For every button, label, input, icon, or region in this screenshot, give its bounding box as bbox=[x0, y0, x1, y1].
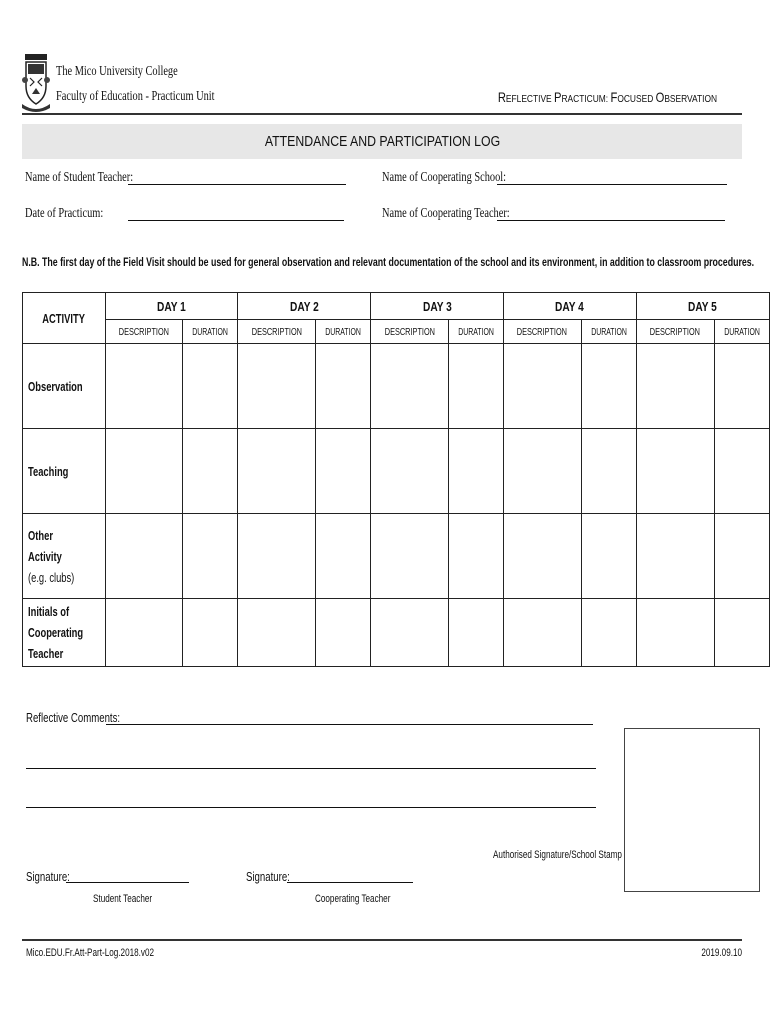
form-revision-date: 2019.09.10 bbox=[701, 947, 742, 959]
day-4-description-cell[interactable] bbox=[504, 344, 582, 429]
day-2-description-cell[interactable] bbox=[238, 429, 316, 514]
page-title-bar bbox=[22, 124, 742, 159]
stamp-caption: Authorised Signature/School Stamp bbox=[493, 849, 622, 861]
day-1-description-cell[interactable] bbox=[105, 429, 183, 514]
description-header: DESCRIPTION bbox=[504, 320, 582, 344]
day-2-duration-cell[interactable] bbox=[316, 429, 371, 514]
duration-header: DURATION bbox=[183, 320, 238, 344]
teaching-row-label: Teaching bbox=[23, 429, 106, 514]
header-divider bbox=[22, 113, 742, 115]
cooperating-school-label: Name of Cooperating School: bbox=[382, 170, 507, 185]
day-3-description-cell[interactable] bbox=[371, 429, 449, 514]
day-2-duration-cell[interactable] bbox=[316, 344, 371, 429]
initials-row-label: Initials of Cooperating Teacher bbox=[23, 599, 106, 667]
day-5-description-cell[interactable] bbox=[636, 344, 714, 429]
attendance-log-table bbox=[22, 292, 770, 667]
student-teacher-field[interactable] bbox=[128, 184, 346, 185]
cooperating-teacher-label: Name of Cooperating Teacher: bbox=[382, 206, 510, 221]
duration-header: DURATION bbox=[316, 320, 371, 344]
day-2-description-cell[interactable] bbox=[238, 344, 316, 429]
duration-header: DURATION bbox=[714, 320, 769, 344]
cooperating-teacher-field[interactable] bbox=[497, 220, 725, 221]
description-header: DESCRIPTION bbox=[371, 320, 449, 344]
student-teacher-label: Name of Student Teacher: bbox=[25, 170, 134, 185]
day-4-header: DAY 4 bbox=[504, 293, 637, 320]
cooperating-teacher-caption: Cooperating Teacher bbox=[315, 893, 391, 905]
institution-name: The Mico University College bbox=[56, 64, 178, 79]
day-2-description-cell[interactable] bbox=[238, 599, 316, 667]
day-4-description-cell[interactable] bbox=[504, 599, 582, 667]
table-header-row bbox=[23, 293, 770, 320]
day-5-description-cell[interactable] bbox=[636, 599, 714, 667]
crest-icon bbox=[22, 50, 50, 114]
day-1-duration-cell[interactable] bbox=[183, 429, 238, 514]
day-3-description-cell[interactable] bbox=[371, 599, 449, 667]
activity-header: ACTIVITY bbox=[23, 293, 106, 344]
day-5-duration-cell[interactable] bbox=[714, 514, 769, 599]
day-1-duration-cell[interactable] bbox=[183, 599, 238, 667]
cooperating-signature-line[interactable] bbox=[287, 882, 413, 883]
day-4-description-cell[interactable] bbox=[504, 429, 582, 514]
day-3-header: DAY 3 bbox=[371, 293, 504, 320]
other-activity-row-label: Other Activity (e.g. clubs) bbox=[23, 514, 106, 599]
day-1-description-cell[interactable] bbox=[105, 599, 183, 667]
day-3-duration-cell[interactable] bbox=[449, 514, 504, 599]
day-3-duration-cell[interactable] bbox=[449, 344, 504, 429]
table-row bbox=[23, 429, 770, 514]
table-subheader-row bbox=[23, 320, 770, 344]
day-3-description-cell[interactable] bbox=[371, 514, 449, 599]
form-code: Mico.EDU.Fr.Att-Part-Log.2018.v02 bbox=[26, 947, 155, 959]
day-4-description-cell[interactable] bbox=[504, 514, 582, 599]
student-signature-line[interactable] bbox=[66, 882, 189, 883]
page-title: ATTENDANCE AND PARTICIPATION LOG bbox=[264, 133, 500, 150]
duration-header: DURATION bbox=[581, 320, 636, 344]
reflective-comments-label: Reflective Comments: bbox=[26, 710, 121, 725]
field-visit-note: N.B. The first day of the Field Visit should be used for general observation and relevant documentation of the school and its environment, in addition to classroom procedures. bbox=[22, 257, 755, 269]
duration-header: DURATION bbox=[449, 320, 504, 344]
description-header: DESCRIPTION bbox=[238, 320, 316, 344]
day-5-duration-cell[interactable] bbox=[714, 344, 769, 429]
faculty-name: Faculty of Education - Practicum Unit bbox=[56, 89, 215, 104]
day-5-duration-cell[interactable] bbox=[714, 599, 769, 667]
day-5-description-cell[interactable] bbox=[636, 514, 714, 599]
day-5-header: DAY 5 bbox=[636, 293, 769, 320]
day-1-duration-cell[interactable] bbox=[183, 514, 238, 599]
comments-line[interactable] bbox=[26, 807, 596, 808]
description-header: DESCRIPTION bbox=[636, 320, 714, 344]
description-header: DESCRIPTION bbox=[105, 320, 183, 344]
signature-stamp-box[interactable] bbox=[624, 728, 760, 892]
cooperating-signature-label: Signature: bbox=[246, 869, 290, 884]
student-teacher-caption: Student Teacher bbox=[93, 893, 153, 905]
day-2-duration-cell[interactable] bbox=[316, 514, 371, 599]
day-1-duration-cell[interactable] bbox=[183, 344, 238, 429]
observation-row-label: Observation bbox=[23, 344, 106, 429]
day-1-header: DAY 1 bbox=[105, 293, 238, 320]
practicum-date-field[interactable] bbox=[128, 220, 344, 221]
day-2-duration-cell[interactable] bbox=[316, 599, 371, 667]
table-row bbox=[23, 514, 770, 599]
student-signature-label: Signature: bbox=[26, 869, 70, 884]
day-3-duration-cell[interactable] bbox=[449, 599, 504, 667]
comments-line[interactable] bbox=[26, 768, 596, 769]
cooperating-school-field[interactable] bbox=[497, 184, 727, 185]
day-4-duration-cell[interactable] bbox=[581, 599, 636, 667]
day-4-duration-cell[interactable] bbox=[581, 429, 636, 514]
day-5-description-cell[interactable] bbox=[636, 429, 714, 514]
day-1-description-cell[interactable] bbox=[105, 514, 183, 599]
table-row bbox=[23, 599, 770, 667]
day-3-duration-cell[interactable] bbox=[449, 429, 504, 514]
table-row bbox=[23, 344, 770, 429]
footer-divider bbox=[22, 939, 742, 941]
practicum-date-label: Date of Practicum: bbox=[25, 206, 104, 221]
day-3-description-cell[interactable] bbox=[371, 344, 449, 429]
day-1-description-cell[interactable] bbox=[105, 344, 183, 429]
day-2-header: DAY 2 bbox=[238, 293, 371, 320]
day-4-duration-cell[interactable] bbox=[581, 344, 636, 429]
document-type: REFLECTIVE PRACTICUM: FOCUSED OBSERVATION bbox=[497, 89, 717, 105]
day-5-duration-cell[interactable] bbox=[714, 429, 769, 514]
comments-line[interactable] bbox=[106, 724, 593, 725]
day-2-description-cell[interactable] bbox=[238, 514, 316, 599]
day-4-duration-cell[interactable] bbox=[581, 514, 636, 599]
